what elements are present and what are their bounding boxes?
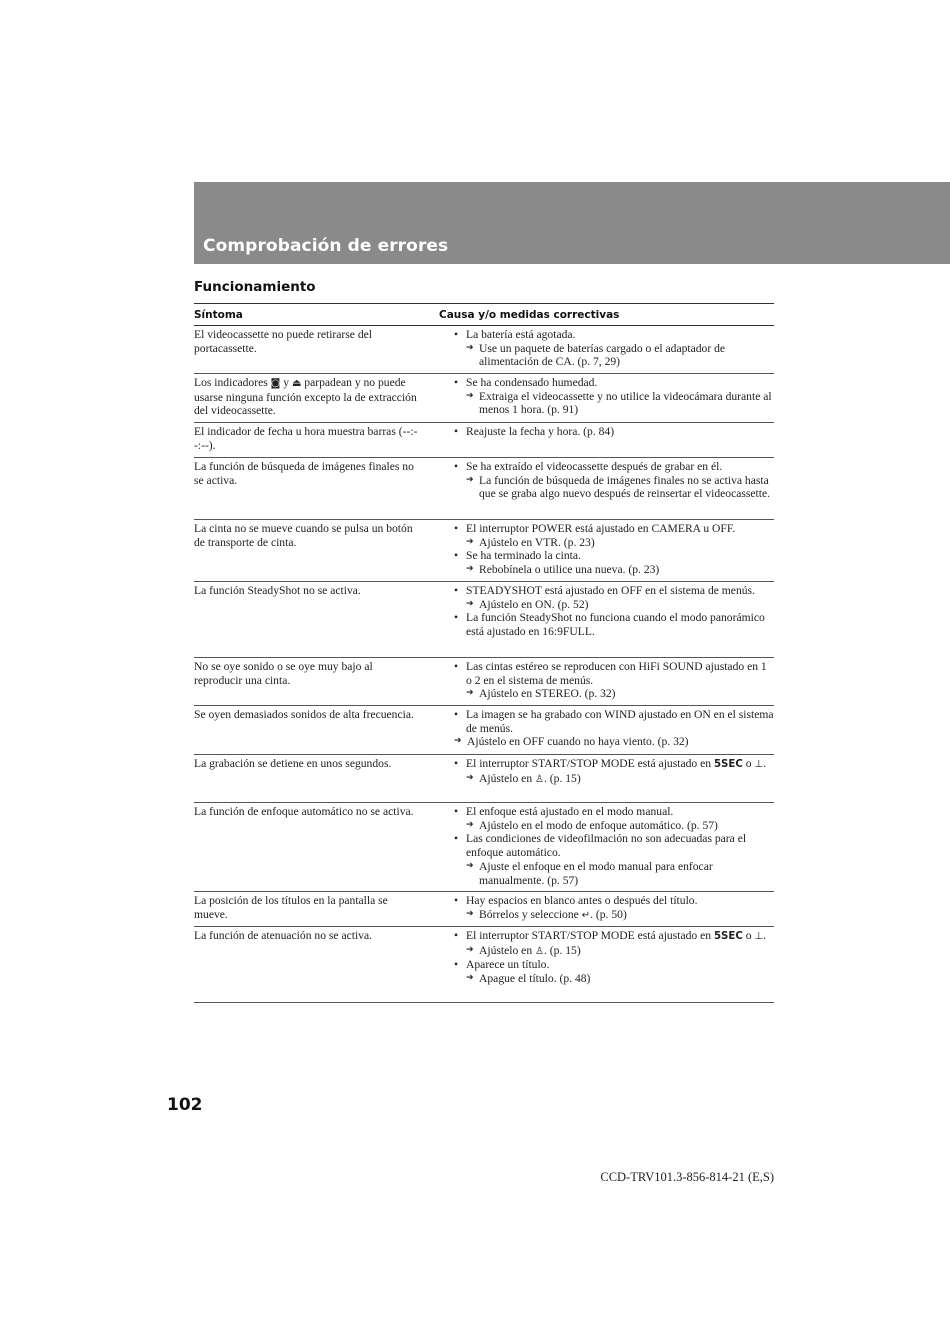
remedy-text: Rebobínela o utilice una nueva. (p. 23) bbox=[479, 563, 660, 577]
remedy-item bbox=[454, 908, 774, 923]
bullet-icon: • bbox=[454, 584, 459, 597]
start-stop-mode-icon: ♙ bbox=[535, 773, 544, 785]
cause-cell bbox=[439, 658, 774, 705]
table-row bbox=[194, 326, 774, 374]
arrow-icon: ➔ bbox=[466, 474, 474, 485]
cause-text: El enfoque está ajustado en el modo manual. bbox=[466, 805, 674, 818]
remedy-item bbox=[454, 819, 774, 833]
cause-bullet-item bbox=[454, 328, 774, 342]
return-icon: ↵ bbox=[581, 909, 591, 921]
table-row bbox=[194, 803, 774, 892]
cause-bullet-item bbox=[454, 958, 774, 972]
table-row bbox=[194, 658, 774, 706]
remedy-text: Bórrelos y seleccione ↵. (p. 50) bbox=[479, 907, 627, 921]
arrow-icon: ➔ bbox=[466, 598, 474, 609]
cause-text: Aparece un título. bbox=[466, 958, 550, 972]
remedy-text: Ajústelo en ON. (p. 52) bbox=[479, 597, 589, 611]
remedy-text: Use un paquete de baterías cargado o el adaptador de alimentación de CA. (p. 7, 29) bbox=[479, 341, 726, 369]
bullet-icon: • bbox=[454, 757, 459, 770]
arrow-icon: ➔ bbox=[466, 564, 474, 575]
remedy-text: Ajústelo en el modo de enfoque automático. (p. 57) bbox=[479, 818, 718, 832]
symptom-cell: No se oye sonido o se oye muy bajo al reproducir una cinta. bbox=[194, 660, 373, 687]
touch-mode-icon: ⊥ bbox=[754, 759, 764, 770]
symptom-cell: La función de atenuación no se activa. bbox=[194, 929, 373, 942]
arrow-icon: ➔ bbox=[466, 342, 474, 353]
remedy-text: Ajústelo en STEREO. (p. 32) bbox=[479, 687, 616, 701]
symptom-cell: La cinta no se mueve cuando se pulsa un botón de transporte de cinta. bbox=[194, 522, 413, 549]
cause-text: STEADYSHOT está ajustado en OFF en el sistema de menús. bbox=[466, 584, 755, 597]
arrow-icon: ➔ bbox=[466, 536, 474, 547]
bullet-icon: • bbox=[454, 328, 459, 341]
cause-cell bbox=[439, 326, 774, 373]
cause-text: Las condiciones de videofilmación no son adecuadas para el enfoque automático. bbox=[466, 832, 747, 860]
cause-bullet-item bbox=[454, 584, 774, 598]
cause-text: El interruptor POWER está ajustado en CAMERA u OFF. bbox=[466, 522, 736, 535]
cause-text: La imagen se ha grabado con WIND ajustado en ON en el sistema de menús. bbox=[466, 708, 774, 735]
remedy-item bbox=[454, 972, 774, 986]
table-body bbox=[194, 326, 774, 1003]
arrow-icon: ➔ bbox=[466, 688, 474, 699]
bullet-icon: • bbox=[454, 894, 459, 907]
cause-bullet-item bbox=[454, 894, 774, 908]
cause-bullet-item bbox=[454, 549, 774, 563]
cause-text: La batería está agotada. bbox=[466, 328, 576, 341]
cause-cell bbox=[439, 582, 774, 657]
cause-bullet-item bbox=[454, 708, 774, 735]
remedy-item bbox=[454, 735, 774, 749]
cause-bullet-item bbox=[454, 611, 774, 638]
arrow-icon: ➔ bbox=[466, 860, 474, 871]
remedy-text: Ajuste el enfoque en el modo manual para enfocar manualmente. (p. 57) bbox=[479, 859, 713, 887]
cause-cell bbox=[439, 803, 774, 891]
table-row bbox=[194, 520, 774, 582]
bullet-icon: • bbox=[454, 376, 459, 389]
touch-mode-icon: ⊥ bbox=[754, 931, 764, 942]
table-row bbox=[194, 755, 774, 803]
table-row bbox=[194, 582, 774, 658]
symptom-cell: La función SteadyShot no se activa. bbox=[194, 584, 361, 597]
arrow-icon: ➔ bbox=[466, 390, 474, 401]
bullet-icon: • bbox=[454, 549, 459, 563]
cause-cell bbox=[439, 458, 774, 519]
bullet-icon: • bbox=[454, 708, 459, 721]
cause-cell bbox=[439, 755, 774, 802]
page-title: Comprobación de errores bbox=[203, 236, 449, 256]
cause-text: Reajuste la fecha y hora. (p. 84) bbox=[466, 425, 615, 438]
cause-text: Se ha extraído el videocassette después de grabar en él. bbox=[466, 460, 723, 473]
cause-bullet-item bbox=[454, 522, 774, 536]
remedy-item bbox=[454, 687, 774, 701]
symptom-cell: La posición de los títulos en la pantalla se mueve. bbox=[194, 894, 388, 921]
header-banner bbox=[194, 182, 950, 264]
symptom-cell: Se oyen demasiados sonidos de alta frecuencia. bbox=[194, 708, 414, 721]
arrow-icon: ➔ bbox=[454, 736, 462, 747]
arrow-icon: ➔ bbox=[466, 819, 474, 830]
table-row bbox=[194, 374, 774, 423]
cause-text: Las cintas estéreo se reproducen con HiFi SOUND ajustado en 1 o 2 en el sistema de menús. bbox=[466, 660, 767, 687]
arrow-icon: ➔ bbox=[466, 973, 474, 984]
cause-bullet-item bbox=[454, 832, 774, 859]
remedy-text: La función de búsqueda de imágenes finales no se activa hasta que se graba algo nuevo después de reinsertar el videocassette. bbox=[479, 473, 771, 501]
arrow-icon: ➔ bbox=[466, 772, 474, 783]
arrow-icon: ➔ bbox=[466, 944, 474, 955]
table-row bbox=[194, 892, 774, 927]
symptom-cell: La grabación se detiene en unos segundos. bbox=[194, 757, 392, 770]
start-stop-mode-icon: ♙ bbox=[535, 945, 544, 957]
remedy-item bbox=[454, 860, 774, 887]
bullet-icon: • bbox=[454, 929, 459, 942]
remedy-item bbox=[454, 536, 774, 550]
cause-bullet-item bbox=[454, 376, 774, 390]
cause-bullet-item bbox=[454, 757, 774, 772]
remedy-text: Apague el título. (p. 48) bbox=[479, 972, 591, 986]
remedy-item bbox=[454, 342, 774, 369]
cause-cell bbox=[439, 892, 774, 926]
cause-column-header: Causa y/o medidas correctivas bbox=[439, 308, 620, 321]
bullet-icon: • bbox=[454, 611, 459, 625]
cause-bullet-item bbox=[454, 929, 774, 944]
remedy-item bbox=[454, 563, 774, 577]
mode-5sec-label: 5SEC bbox=[713, 759, 743, 770]
remedy-item bbox=[454, 390, 774, 417]
remedy-item bbox=[454, 598, 774, 612]
symptom-cell: El indicador de fecha u hora muestra barras (--:--:--). bbox=[194, 425, 418, 452]
mode-5sec-label: 5SEC bbox=[713, 931, 743, 942]
remedy-text: Extraiga el videocassette y no utilice la videocámara durante al menos 1 hora. (p. 91) bbox=[479, 389, 772, 417]
cause-cell bbox=[439, 423, 774, 457]
remedy-item bbox=[454, 772, 774, 787]
remedy-item bbox=[454, 944, 774, 959]
cause-text: Se ha condensado humedad. bbox=[466, 376, 598, 389]
symptom-cell: Los indicadores ◙ y ⏏ parpadean y no puede usarse ninguna función excepto la de extracción del videocassette. bbox=[194, 376, 417, 418]
cause-text: Hay espacios en blanco antes o después del título. bbox=[466, 894, 698, 907]
symptom-cell: La función de búsqueda de imágenes finales no se activa. bbox=[194, 460, 414, 487]
cause-cell bbox=[439, 520, 774, 581]
cause-text: El interruptor START/STOP MODE está ajustado en 5SEC o ⊥. bbox=[466, 929, 767, 942]
bullet-icon: • bbox=[454, 805, 459, 818]
table-row bbox=[194, 927, 774, 1003]
bullet-icon: • bbox=[454, 425, 459, 438]
remedy-item bbox=[454, 474, 774, 501]
cause-cell bbox=[439, 374, 774, 422]
section-title: Funcionamiento bbox=[194, 279, 316, 295]
remedy-text: Ajústelo en VTR. (p. 23) bbox=[479, 535, 595, 549]
remedy-text: Ajústelo en ♙. (p. 15) bbox=[479, 771, 581, 785]
table-row bbox=[194, 458, 774, 520]
remedy-text: Ajústelo en ♙. (p. 15) bbox=[479, 943, 581, 957]
cause-bullet-item bbox=[454, 460, 774, 474]
symptom-column-header: Síntoma bbox=[194, 308, 243, 321]
cause-bullet-item bbox=[454, 425, 774, 439]
symptom-cell: El videocassette no puede retirarse del portacassette. bbox=[194, 328, 373, 355]
cause-text: Se ha terminado la cinta. bbox=[466, 549, 581, 563]
cause-bullet-item bbox=[454, 660, 774, 687]
cassette-indicator-icon: ◙ bbox=[270, 378, 281, 389]
bullet-icon: • bbox=[454, 958, 459, 972]
table-row bbox=[194, 706, 774, 755]
cause-text: El interruptor START/STOP MODE está ajustado en 5SEC o ⊥. bbox=[466, 757, 767, 770]
table-header bbox=[194, 304, 774, 326]
symptom-cell: La función de enfoque automático no se activa. bbox=[194, 805, 414, 818]
bullet-icon: • bbox=[454, 460, 459, 473]
table-row bbox=[194, 423, 774, 458]
bullet-icon: • bbox=[454, 522, 459, 535]
page-number: 102 bbox=[167, 1095, 203, 1115]
remedy-text: Ajústelo en OFF cuando no haya viento. (p. 32) bbox=[467, 735, 689, 749]
eject-icon: ⏏ bbox=[291, 378, 302, 389]
troubleshooting-table bbox=[194, 303, 774, 1003]
cause-cell bbox=[439, 927, 774, 1002]
bullet-icon: • bbox=[454, 832, 459, 846]
arrow-icon: ➔ bbox=[466, 908, 474, 919]
cause-cell bbox=[439, 706, 774, 754]
document-code: CCD-TRV101.3-856-814-21 (E,S) bbox=[600, 1170, 774, 1184]
bullet-icon: • bbox=[454, 660, 459, 673]
cause-bullet-item bbox=[454, 805, 774, 819]
cause-text: La función SteadyShot no funciona cuando el modo panorámico está ajustado en 16:9FULL. bbox=[466, 611, 765, 639]
